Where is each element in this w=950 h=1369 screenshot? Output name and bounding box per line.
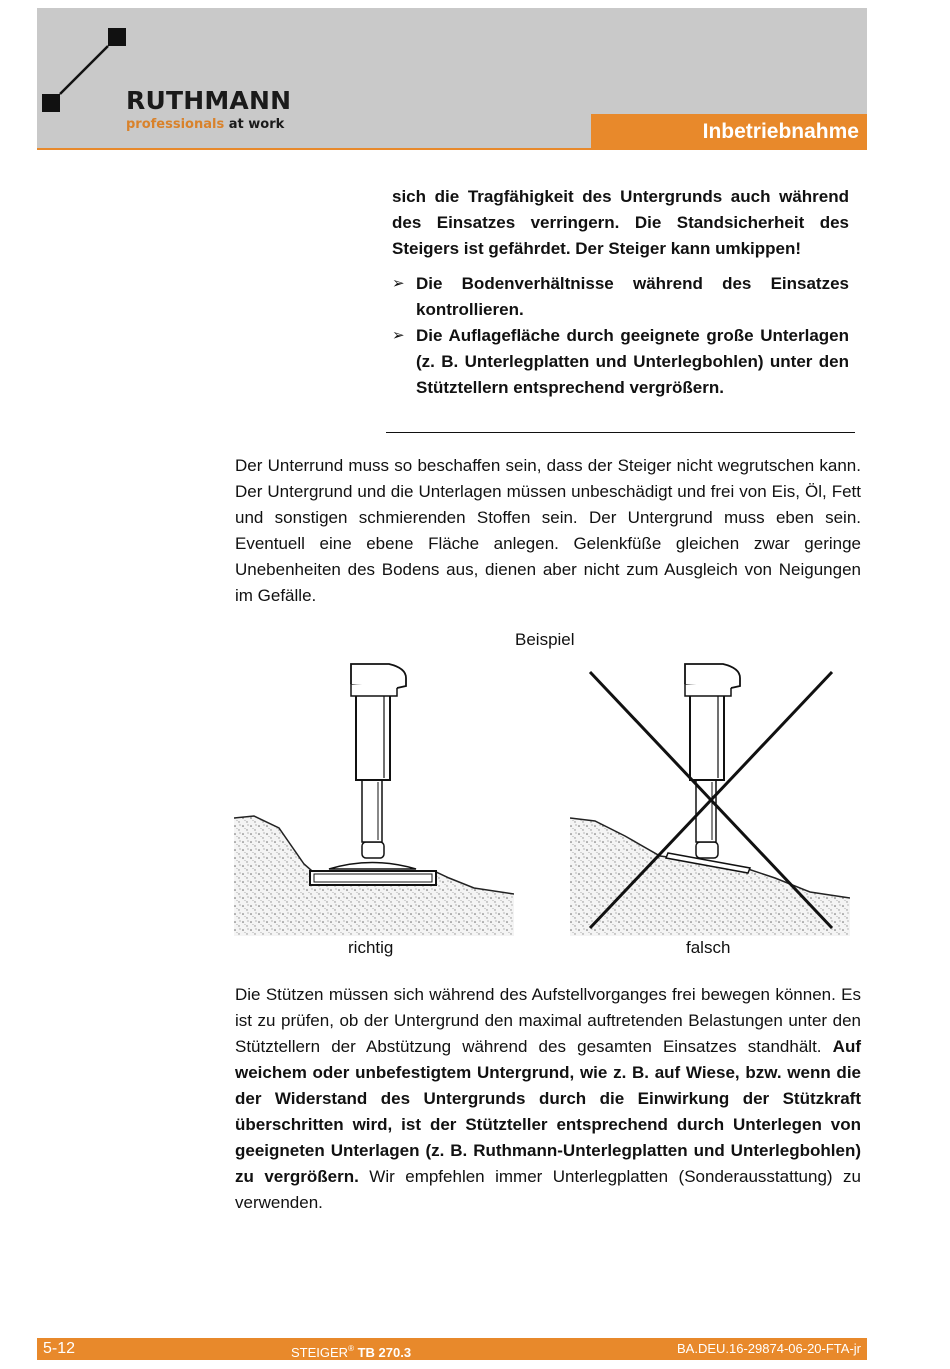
page-footer: [37, 1338, 867, 1360]
tagline-professionals: professionals: [126, 117, 225, 132]
registered-mark: ®: [348, 1344, 354, 1353]
outrigger-load-paragraph: [235, 982, 861, 1216]
ground-requirements-paragraph: Der Unterrund muss so beschaffen sein, dass der Steiger nicht wegrutschen kann. Der Untergrund und die Unterlagen müssen unbeschädigt und frei von Eis, Öl, Fett und sonstigen schmierenden Stoffen sein. Der Untergrund muss eben sein. Eventuell eine ebene Fläche anlegen. Gelenkfüße gleichen zwar geringe Unebenheiten des Bodens aus, dienen aber nicht zum Ausgleich von Neigungen im Gefälle.: [235, 456, 861, 605]
wrong-caption: falsch: [686, 938, 731, 957]
warning-block: [392, 184, 849, 401]
arrow-bullet-icon: ➢: [392, 327, 405, 344]
warning-text: sich die Tragfähigkeit des Untergrunds auch während des Einsatzes verringern. Die Standsicherheit des Steigers ist gefährdet. Der Steiger kann umkippen!: [392, 187, 849, 258]
section-title: Inbetriebnahme: [591, 114, 867, 149]
tagline-at-work: at work: [224, 117, 285, 132]
correct-caption: richtig: [348, 938, 394, 957]
outrigger-correct-illustration: [234, 656, 514, 936]
warning-divider: [386, 432, 855, 433]
outrigger-wrong-illustration: [570, 656, 850, 936]
warning-step-text: Die Bodenverhältnisse während des Einsatzes kontrollieren.: [416, 274, 849, 319]
paragraph-text: Wir empfehlen immer Unterlegplatten (Sonderausstattung) zu verwenden.: [235, 1167, 861, 1212]
footer-model-name: TB 270.3: [357, 1345, 412, 1360]
footer-model-prefix: STEIGER: [291, 1345, 349, 1360]
warning-steps: [392, 271, 849, 401]
warning-step: [392, 323, 849, 401]
warning-step-text: Die Auflagefläche durch geeignete große Unterlagen (z. B. Unterlegplatten und Unterlegbohlen) unter den Stütztellern entsprechend vergrößern.: [416, 326, 849, 397]
footer-model: [291, 1338, 411, 1364]
paragraph-text: Die Stützen müssen sich während des Aufstellvorganges frei bewegen können. Es ist zu prüfen, ob der Untergrund den maximal auftretenden Belastungen unter den Stütztellern der Abstützung während des gesamten Einsatzes standhält.: [235, 985, 861, 1056]
paragraph-bold-text: Auf weichem oder unbefestigtem Untergrund, wie z. B. auf Wiese, bzw. wenn die der Widerstand des Untergrunds durch die Einwirkung der Stützkraft überschritten wird, ist der Stützteller entsprechend durch Unterlegen von geeigneten Unterlagen (z. B. Ruthmann-Unterlegplatten und Unterlegbohlen) zu vergrößern.: [235, 1037, 861, 1186]
brand-tagline: [126, 118, 284, 131]
page-number: 5-12: [43, 1340, 76, 1357]
arrow-bullet-icon: ➢: [392, 275, 405, 292]
ruthmann-logo-mark-icon: [38, 24, 130, 116]
warning-step: [392, 271, 849, 323]
document-id: BA.DEU.16-29874-06-20-FTA-jr: [677, 1341, 861, 1356]
brand-name: RUTHMANN: [126, 86, 292, 115]
figure-caption: Beispiel: [515, 630, 575, 649]
